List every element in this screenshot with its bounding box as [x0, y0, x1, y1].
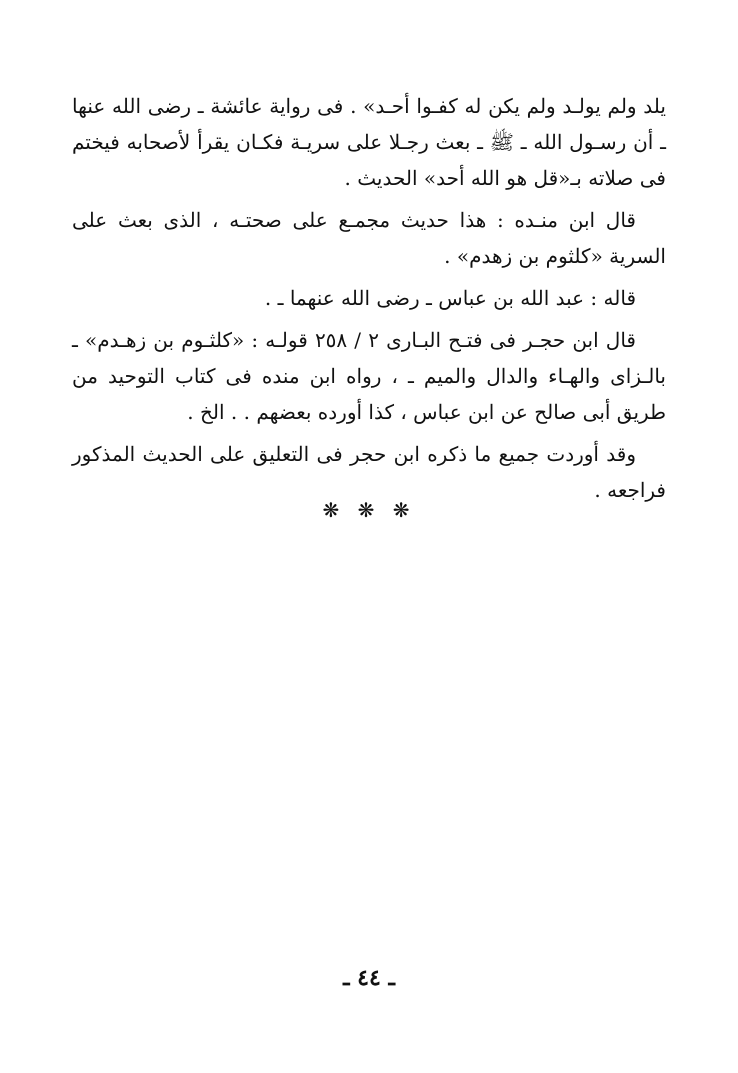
section-separator-stars: ❋ ❋ ❋: [322, 498, 416, 522]
paragraph-ibn-hajar: قال ابن حجـر فى فتـح البـارى ٢ / ٢٥٨ قولـه : «كلثـوم بن زهـدم» ـ بالـزاى والهـاء والدال والميم ـ ، رواه ابن منده فى كتاب التوحيد من طريق أبى صالح عن ابن عباس ، كذا أورده بعضهم . . الخ .: [72, 328, 666, 424]
paragraph-ibn-mandah: قال ابن منـده : هذا حديث مجمـع على صحتـه ، الذى بعث على السرية «كلثوم بن زهدم» .: [72, 208, 666, 268]
paragraph-hadith-narration: يلد ولم يولـد ولم يكن له كفـوا أحـد» . فى رواية عائشة ـ رضى الله عنها ـ أن رسـول الله ـ ﷺ ـ بعث رجـلا على سريـة فكـان يقرأ لأصحابه فيختم فى صلاته بـ«قل هو الله أحد» الحديث .: [72, 94, 666, 190]
page-number: ـ ٤٤ ـ: [343, 965, 395, 991]
body-text: [72, 88, 666, 508]
paragraph-narrator: قاله : عبد الله بن عباس ـ رضى الله عنهما ـ .: [264, 286, 636, 310]
paragraph-closing-note: وقد أوردت جميع ما ذكره ابن حجر فى التعليق على الحديث المذكور فراجعه .: [72, 442, 666, 502]
